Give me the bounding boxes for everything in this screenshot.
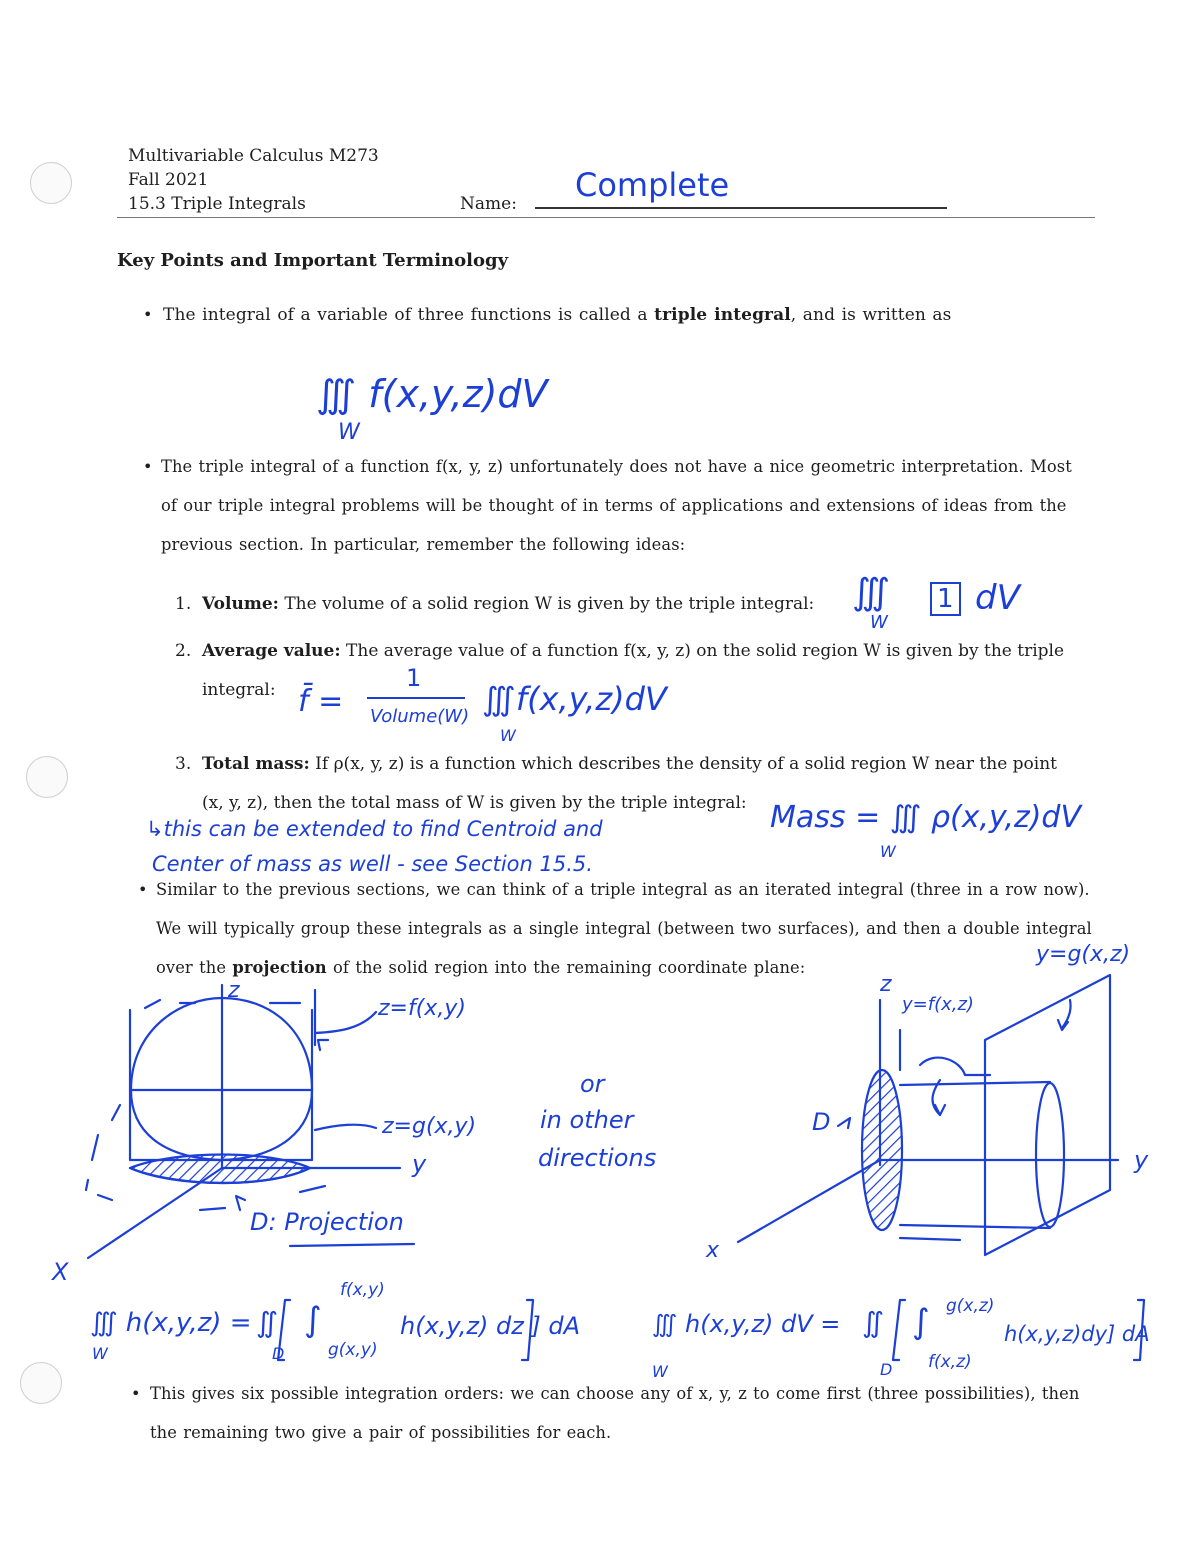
section-heading: Key Points and Important Terminology — [117, 250, 509, 271]
average-value-denominator: Volume(W) — [370, 706, 470, 727]
bullet-3-line-3: over the projection of the solid region into the remaining coordinate plane: — [156, 958, 806, 977]
volume-integrand-one: 1 — [930, 582, 961, 616]
section-title: 15.3 Triple Integrals — [128, 194, 306, 214]
equation-2-lower-limit: f(x,z) — [928, 1352, 972, 1372]
average-value-numerator: 1 — [406, 664, 422, 692]
bullet-3-marker: • — [138, 880, 148, 899]
average-value-region-w: W — [500, 726, 516, 745]
header-rule — [117, 217, 1095, 218]
bullet-2-line-2: of our triple integral problems will be thought of in terms of applications and extensions of ideas from the — [161, 496, 1067, 515]
equation-1-left: ∭ h(x,y,z) = — [90, 1308, 252, 1338]
diagram-2-z-axis-label: z — [880, 972, 892, 997]
diagram-1-projection-label: D: Projection — [250, 1208, 404, 1236]
diagram-2-y-axis-label: y — [1134, 1146, 1149, 1174]
or-text-line-2: in other — [540, 1106, 634, 1134]
diagram-2-left-surface: y=f(x,z) — [902, 994, 974, 1015]
average-value-integral: ∭f(x,y,z)dV — [482, 680, 667, 718]
region-w-label: W — [338, 420, 360, 445]
equation-2-left: ∭ h(x,y,z) dV = — [652, 1310, 841, 1338]
diagram-1-lower-surface: z=g(x,y) — [382, 1114, 477, 1139]
bullet-3-line-1: Similar to the previous sections, we can think of a triple integral as an iterated integral (three in a row now). — [156, 880, 1090, 899]
name-field-value: Complete — [575, 166, 730, 204]
mass-formula: Mass = ∭ ρ(x,y,z)dV — [770, 800, 1082, 835]
bullet-4-line-2: the remaining two give a pair of possibilities for each. — [150, 1423, 612, 1442]
equation-1-inner-integral: ∫ — [304, 1300, 322, 1340]
diagram-1-x-axis-label: X — [52, 1258, 69, 1286]
mass-region-w: W — [880, 842, 896, 861]
item-1: 1. Volume: The volume of a solid region W is given by the triple integral: — [175, 594, 815, 614]
bullet-4-line-1: This gives six possible integration orders: we can choose any of x, y, z to come first (three possibilities), then — [150, 1384, 1080, 1403]
equation-1-lower-limit: g(x,y) — [328, 1340, 378, 1360]
equation-1-region-d: D — [272, 1344, 285, 1363]
equation-1-double-integral: ∬ — [256, 1306, 279, 1339]
equation-1-region-w: W — [92, 1344, 108, 1363]
equation-1-integrand: h(x,y,z) dz ] dA — [400, 1312, 581, 1340]
volume-integrand-dv: dV — [975, 578, 1020, 618]
diagram-2-x-axis-label: x — [706, 1238, 720, 1263]
bullet-1-text: The integral of a variable of three functions is called a triple integral, and is written as — [163, 305, 952, 325]
equation-2-integrand: h(x,y,z)dy] dA — [1004, 1322, 1150, 1346]
equation-2-upper-limit: g(x,z) — [946, 1296, 995, 1316]
equation-2-double-integral: ∬ — [862, 1306, 885, 1339]
diagram-2-right-surface: y=g(x,z) — [1036, 942, 1131, 967]
diagram-1-y-axis-label: y — [412, 1150, 427, 1178]
bullet-3-line-2: We will typically group these integrals as a single integral (between two surfaces), and then a double integral — [156, 919, 1092, 938]
term: Fall 2021 — [128, 170, 209, 190]
volume-integral-symbol: ∭ — [852, 572, 891, 613]
name-underline — [535, 207, 947, 209]
diagram-2-projection-d: D — [812, 1108, 831, 1136]
note-line-2: Center of mass as well - see Section 15.5. — [152, 852, 593, 876]
name-label: Name: — [460, 194, 517, 214]
triple-integral-notation: ∭ f(x,y,z)dV — [316, 372, 548, 416]
equation-1-upper-limit: f(x,y) — [340, 1280, 385, 1300]
bullet-4-marker: • — [131, 1384, 141, 1403]
volume-region-w: W — [870, 612, 888, 633]
diagram-1-z-axis-label: z — [228, 978, 240, 1003]
bullet-1-marker: • — [143, 305, 153, 324]
equation-2-region-d: D — [880, 1360, 893, 1379]
bullet-2-line-1: The triple integral of a function f(x, y, z) unfortunately does not have a nice geometric interpretation. Most — [161, 457, 1072, 476]
item-3: 3. Total mass: If ρ(x, y, z) is a function which describes the density of a solid region W near the point — [175, 754, 1057, 774]
item-2-continued: integral: — [202, 680, 276, 700]
bullet-2-line-3: previous section. In particular, remember the following ideas: — [161, 535, 686, 554]
note-line-1: ↳this can be extended to find Centroid and — [146, 817, 603, 841]
bullet-2-marker: • — [143, 457, 153, 476]
or-text-line-1: or — [580, 1070, 605, 1098]
diagram-2-solid-sketch — [738, 975, 1118, 1255]
item-3-continued: (x, y, z), then the total mass of W is given by the triple integral: — [202, 793, 747, 813]
or-text-line-3: directions — [538, 1144, 657, 1172]
diagram-1-upper-surface: z=f(x,y) — [378, 996, 466, 1021]
equation-2-inner-integral: ∫ — [912, 1302, 930, 1342]
course-title: Multivariable Calculus M273 — [128, 146, 379, 166]
equation-2-region-w: W — [652, 1362, 668, 1381]
item-2: 2. Average value: The average value of a function f(x, y, z) on the solid region W is given by the triple — [175, 641, 1065, 661]
average-value-fbar: f̄ = — [298, 684, 344, 719]
